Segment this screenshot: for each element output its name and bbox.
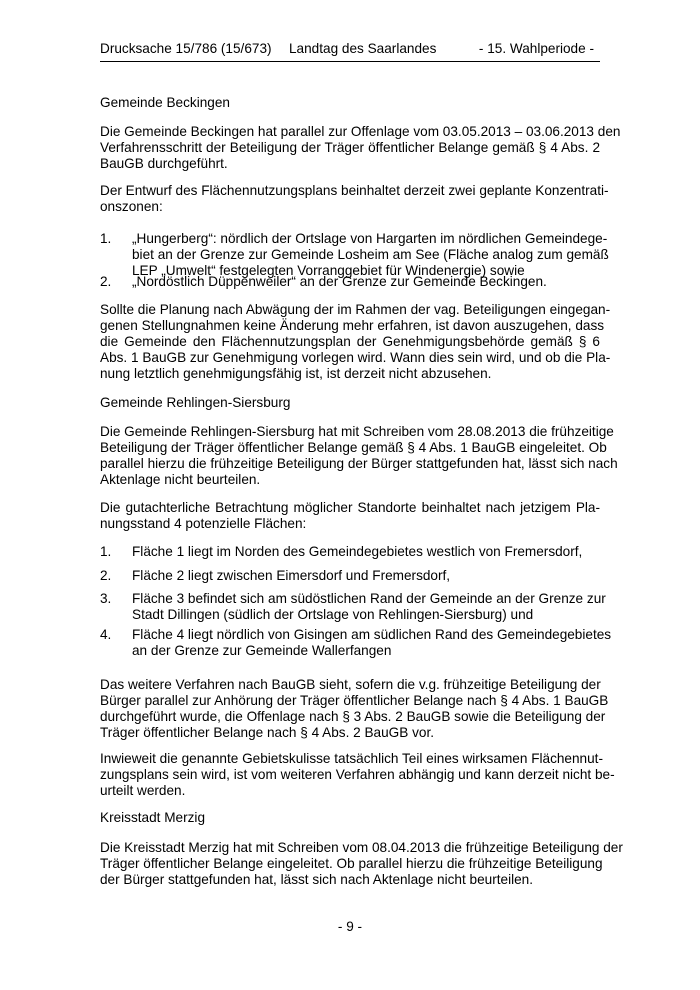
beckingen-paragraph-1: Die Gemeinde Beckingen hat parallel zur Offenlage vom 03.05.2013 – 03.06.2013 den Verfahrensschritt der Beteiligung der Träger öffentlicher Belange gemäß § 4 Abs. 2 BauGB durchgeführt.	[100, 124, 621, 171]
rehlingen-paragraph-3: Das weitere Verfahren nach BauGB sieht, sofern die v.g. frühzeitige Beteiligung der Bürger parallel zur Anhörung der Träger öffentlicher Belange nach § 4 Abs. 1 BauGB durchgeführt wurde, die Offenlage nach § 3 Abs. 2 BauGB sowie die Beteiligung der Träger öffentlicher Belange nach § 4 Abs. 2 BauGB vor.	[100, 677, 609, 740]
page-header	[100, 41, 600, 62]
heading-rehlingen-siersburg: Gemeinde Rehlingen-Siersburg	[100, 395, 291, 410]
merzig-paragraph-1: Die Kreisstadt Merzig hat mit Schreiben vom 08.04.2013 die frühzeitige Beteiligung der Träger öffentlicher Belange eingeleitet. Ob parallel hierzu die frühzeitige Beteiligung der Bürger stattgefunden hat, lässt sich nach Aktenlage nicht beurteilen.	[100, 840, 623, 887]
page-number: - 9 -	[337, 919, 363, 934]
rehlingen-paragraph-4: Inwieweit die genannte Gebietskulisse tatsächlich Teil eines wirksamen Flächennut- zungsplans sein wird, ist vom weiteren Verfahren abhängig und kann derzeit nicht be- urteilt werden.	[100, 751, 615, 798]
heading-beckingen: Gemeinde Beckingen	[100, 95, 230, 110]
document-page: Drucksache 15/786 (15/673) Landtag des Saarlandes - 15. Wahlperiode - Gemeinde Beckingen Die Gemeinde Beckingen hat parallel zur Offenlage vom 03.05.2013 – 03.06.2013 den Verfahrensschritt der Beteiligung der Träger öffentlicher Belange gemäß § 4 Abs. 2 BauGB durchgeführt. Der Entwurf des Flächennutzungsplans beinhaltet derzeit zwei geplante Konzentrati- onszonen: 1. „Hungerberg“: nördlich der Ortslage von Hargarten im nördlichen Gemeindege- biet an der Grenze zur Gemeinde Losheim am See (Fläche analog zum gemäß LEP „Umwelt“ festgelegten Vorranggebiet für Windenergie) sowie 2. „Nordöstlich Düppenweiler“ an der Grenze zur Gemeinde Beckingen. Sollte die Planung nach Abwägung der im Rahmen der vag. Beteiligungen eingegan- genen Stellungnahmen keine Änderung mehr erfahren, ist davon auszugehen, dass die Gemeinde den Flächennutzungsplan der Genehmigungsbehörde gemäß § 6 Abs. 1 BauGB zur Genehmigung vorlegen wird. Wann dies sein wird, und ob die Pla- nung letztlich genehmigungsfähig ist, ist derzeit nicht abzusehen. Gemeinde Rehlingen-Siersburg Die Gemeinde Rehlingen-Siersburg hat mit Schreiben vom 28.08.2013 die frühzeitige Beteiligung der Träger öffentlicher Belange gemäß § 4 Abs. 1 BauGB eingeleitet. Ob parallel hierzu die frühzeitige Beteiligung der Bürger stattgefunden hat, lässt sich nach Aktenlage nicht beurteilen. Die gutachterliche Betrachtung möglicher Standorte beinhaltet nach jetzigem Pla- nungsstand 4 potenzielle Flächen: 1. Fläche 1 liegt im Norden des Gemeindegebietes westlich von Fremersdorf, 2. Fläche 2 liegt zwischen Eimersdorf und Fremersdorf, 3. Fläche 3 befindet sich am südöstlichen Rand der Gemeinde an der Grenze zur Stadt Dillingen (südlich der Ortslage von Rehlingen-Siersburg) und 4. Fläche 4 liegt nördlich von Gisingen am südlichen Rand des Gemeindegebietes an der Grenze zur Gemeinde Wallerfangen Das weitere Verfahren nach BauGB sieht, sofern die v.g. frühzeitige Beteiligung der Bürger parallel zur Anhörung der Träger öffentlicher Belange nach § 4 Abs. 1 BauGB durchgeführt wurde, die Offenlage nach § 3 Abs. 2 BauGB sowie die Beteiligung der Träger öffentlicher Belange nach § 4 Abs. 2 BauGB vor. Inwieweit die genannte Gebietskulisse tatsächlich Teil eines wirksamen Flächennut- zungsplans sein wird, ist vom weiteren Verfahren abhängig und kann derzeit nicht be- urteilt werden. Kreisstadt Merzig Die Kreisstadt Merzig hat mit Schreiben vom 08.04.2013 die frühzeitige Beteiligung der Träger öffentlicher Belange eingeleitet. Ob parallel hierzu die frühzeitige Beteiligung der Bürger stattgefunden hat, lässt sich nach Aktenlage nicht beurteilen. - 9 -	[0, 0, 700, 990]
rehlingen-paragraph-2: Die gutachterliche Betrachtung möglicher Standorte beinhaltet nach jetzigem Pla- nungsstand 4 potenzielle Flächen:	[100, 500, 600, 531]
rehlingen-paragraph-1: Die Gemeinde Rehlingen-Siersburg hat mit Schreiben vom 28.08.2013 die frühzeitige Beteiligung der Träger öffentlicher Belange gemäß § 4 Abs. 1 BauGB eingeleitet. Ob parallel hierzu die frühzeitige Beteiligung der Bürger stattgefunden hat, lässt sich nach Aktenlage nicht beurteilen.	[100, 424, 618, 487]
beckingen-paragraph-3: Sollte die Planung nach Abwägung der im Rahmen der vag. Beteiligungen eingegan- genen Stellungnahmen keine Änderung mehr erfahren, ist davon auszugehen, dass die Gemeinde den Flächennutzungsplan der Genehmigungsbehörde gemäß § 6 Abs. 1 BauGB zur Genehmigung vorlegen wird. Wann dies sein wird, und ob die Pla- nung letztlich genehmigungsfähig ist, ist derzeit nicht abzusehen.	[100, 302, 611, 381]
heading-merzig: Kreisstadt Merzig	[100, 810, 206, 825]
header-parliament: Landtag des Saarlandes	[289, 41, 437, 56]
beckingen-paragraph-2: Der Entwurf des Flächennutzungsplans beinhaltet derzeit zwei geplante Konzentrati- onszonen:	[100, 183, 609, 214]
header-doc-number: Drucksache 15/786 (15/673)	[100, 41, 272, 56]
header-period: - 15. Wahlperiode -	[478, 41, 594, 56]
